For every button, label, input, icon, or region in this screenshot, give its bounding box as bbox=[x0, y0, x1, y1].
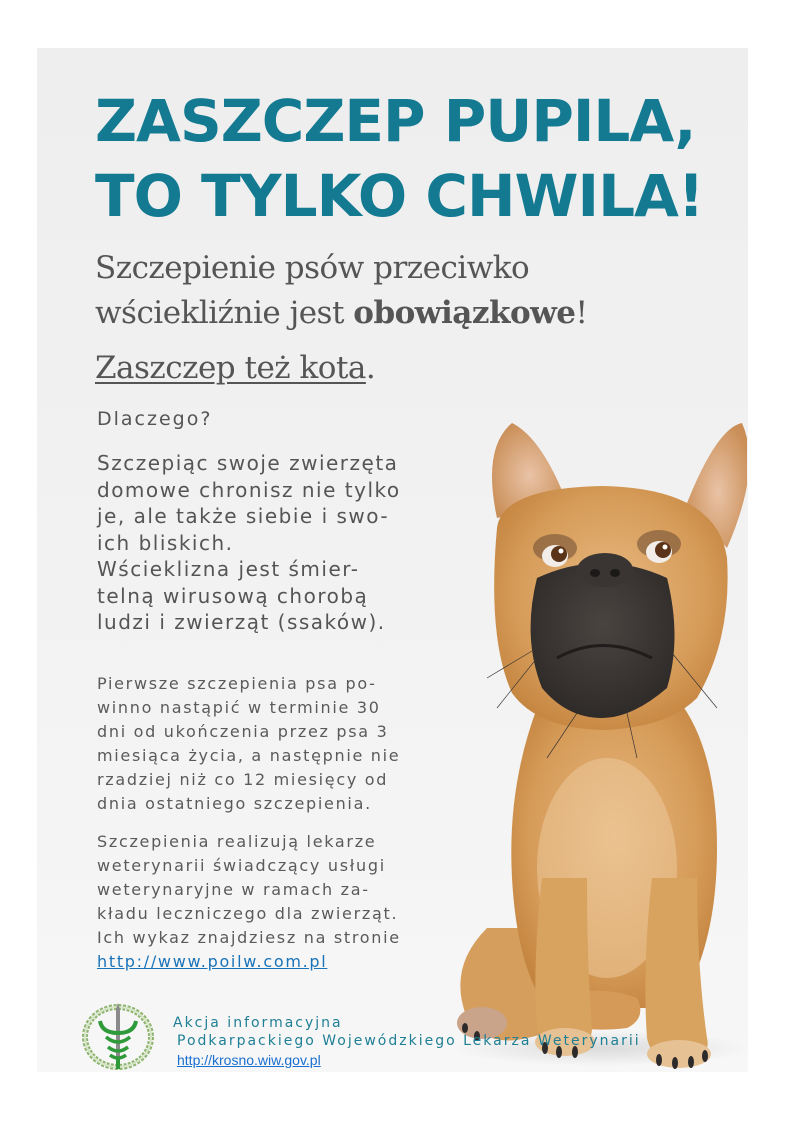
french-bulldog-image bbox=[427, 408, 747, 1072]
mandatory-emphasis: obowiązkowe bbox=[353, 295, 576, 331]
paragraph-line: miesiąca życia, a następnie nie bbox=[97, 746, 401, 765]
title-line-1: ZASZCZEP PUPILA, bbox=[95, 87, 696, 155]
veterinary-logo-icon bbox=[80, 1003, 156, 1071]
paragraph-line: kładu leczniczego dla zwierząt. bbox=[97, 904, 399, 923]
paragraph-line: domowe chronisz nie tylko bbox=[97, 477, 401, 502]
vaccinate-cat-period: . bbox=[365, 350, 376, 386]
title-line-2: TO TYLKO CHWILA! bbox=[95, 162, 704, 230]
paragraph-line: ludzi i zwierząt (ssaków). bbox=[97, 610, 386, 634]
paragraph-line: Wścieklizna jest śmier- bbox=[97, 557, 360, 581]
subtitle-line-1: Szczepienie psów przeciwko bbox=[95, 250, 530, 286]
paragraph-line: weterynaryjne w ramach za- bbox=[97, 880, 370, 899]
vaccinate-cat-text: Zaszczep też kota bbox=[95, 350, 366, 386]
paragraph-protection bbox=[97, 450, 457, 636]
footer-line-1: Akcja informacyjna bbox=[173, 1015, 343, 1031]
subtitle-exclamation: ! bbox=[575, 295, 588, 331]
poilw-link[interactable]: http://www.poilw.com.pl bbox=[97, 952, 328, 971]
poster-panel bbox=[37, 48, 748, 1072]
subtitle-line-2 bbox=[95, 291, 588, 336]
paragraph-line: Ich wykaz znajdziesz na stronie bbox=[97, 928, 401, 947]
paragraph-vets bbox=[97, 830, 401, 974]
paragraph-line: rzadziej niż co 12 miesięcy od bbox=[97, 770, 389, 789]
paragraph-line: winno nastąpić w terminie 30 bbox=[97, 698, 381, 717]
why-heading: Dlaczego? bbox=[97, 408, 213, 430]
paragraph-line: weterynarii świadczący usługi bbox=[97, 856, 386, 875]
paragraph-line: ich bliskich. bbox=[97, 530, 234, 555]
paragraph-line: dnia ostatniego szczepienia. bbox=[97, 794, 372, 813]
poster-title bbox=[95, 84, 703, 234]
krosno-wiw-link[interactable]: http://krosno.wiw.gov.pl bbox=[177, 1052, 321, 1068]
paragraph-line: Szczepiąc swoje zwierzęta bbox=[97, 451, 399, 475]
paragraph-line: telną wirusową chorobą bbox=[97, 583, 369, 608]
vaccinate-cat-line bbox=[95, 346, 375, 391]
footer-info bbox=[173, 1014, 641, 1068]
paragraph-line: Pierwsze szczepienia psa po- bbox=[97, 674, 377, 693]
footer-line-2: Podkarpackiego Wojewódzkiego Lekarza Weterynarii bbox=[177, 1033, 641, 1049]
paragraph-line: je, ale także siebie i swo- bbox=[97, 504, 390, 528]
subtitle-line-2-text: wściekliźnie jest bbox=[95, 295, 354, 331]
paragraph-schedule bbox=[97, 672, 400, 816]
subtitle bbox=[95, 246, 588, 336]
paragraph-line: Szczepienia realizują lekarze bbox=[97, 832, 377, 851]
paragraph-line: dni od ukończenia przez psa 3 bbox=[97, 722, 389, 741]
